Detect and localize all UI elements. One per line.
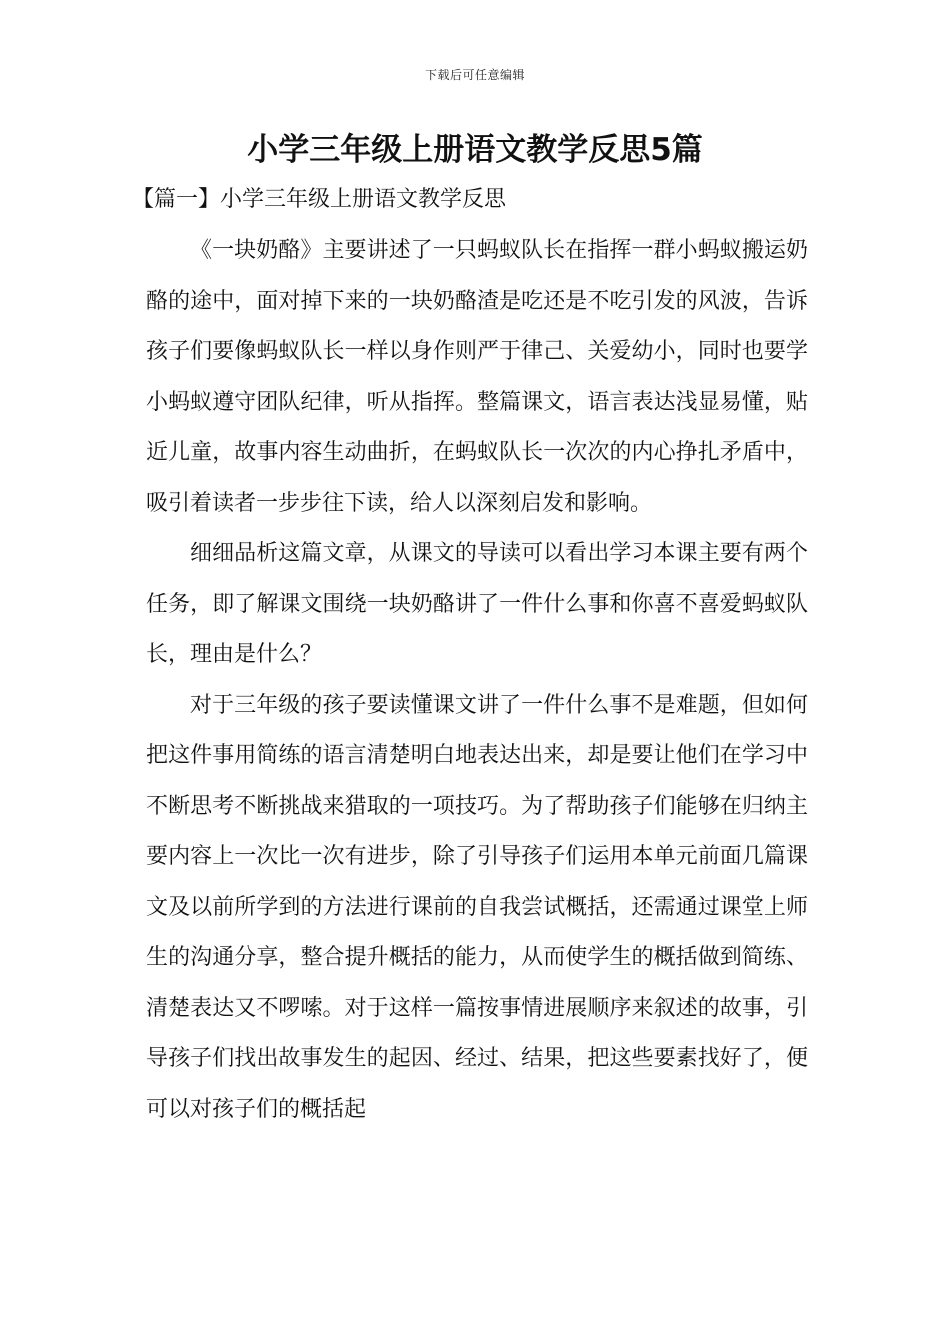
section-heading: 【篇一】小学三年级上册语文教学反思 <box>132 187 507 212</box>
paragraph-1: 《一块奶酪》主要讲述了一只蚂蚁队长在指挥一群小蚂蚁搬运奶酪的途中，面对掉下来的一块奶酪渣是吃还是不吃引发的风波，告诉孩子们要像蚂蚁队长一样以身作则严于律己、关爱幼小，同时也要学小蚂蚁遵守团队纪律，听从指挥。整篇课文，语言表达浅显易懂，贴近儿童，故事内容生动曲折，在蚂蚁队长一次次的内心挣扎矛盾中，吸引着读者一步步往下读，给人以深刻启发和影响。 <box>146 238 808 516</box>
document-title: 小学三年级上册语文教学反思5篇 <box>247 132 703 168</box>
paragraph-3: 对于三年级的孩子要读懂课文讲了一件什么事不是难题，但如何把这件事用简练的语言清楚明白地表达出来，却是要让他们在学习中不断思考不断挑战来猎取的一项技巧。为了帮助孩子们能够在归纳主要内容上一次比一次有进步，除了引导孩子们运用本单元前面几篇课文及以前所学到的方法进行课前的自我尝试概括，还需通过课堂上师生的沟通分享，整合提升概括的能力，从而使学生的概括做到简练、清楚表达又不啰嗦。对于这样一篇按事情进展顺序来叙述的故事，引导孩子们找出故事发生的起因、经过、结果，把这些要素找好了，便可以对孩子们的概括起 <box>146 692 808 1122</box>
document-body <box>146 226 808 1135</box>
paragraph-2: 细细品析这篇文章，从课文的导读可以看出学习本课主要有两个任务，即了解课文围绕一块奶酪讲了一件什么事和你喜不喜爱蚂蚁队长，理由是什么？ <box>146 541 808 667</box>
header-note: 下载后可任意编辑 <box>424 68 525 82</box>
